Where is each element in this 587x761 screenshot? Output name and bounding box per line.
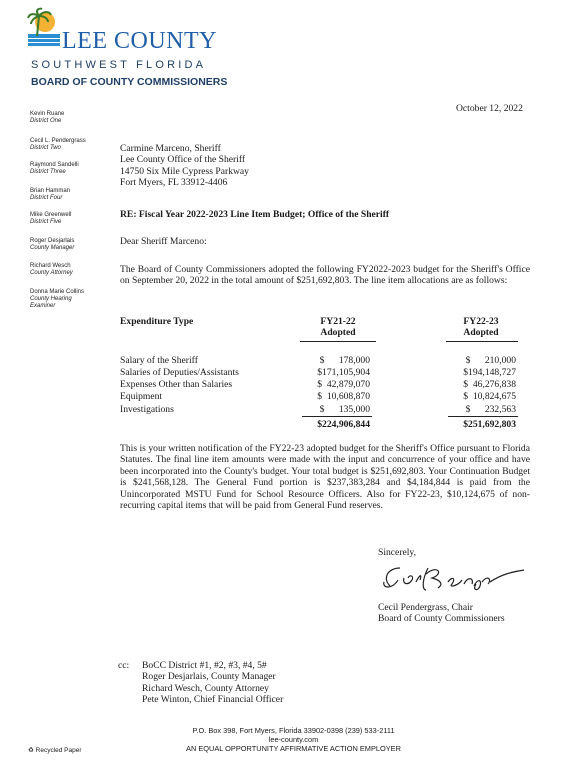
signer-block: Cecil Pendergrass, Chair Board of County Commissioners — [378, 602, 505, 625]
table-row-label: Investigations — [120, 404, 174, 415]
table-cell-fy21: $171,105,904 — [317, 367, 370, 378]
col-header-fy21: FY21-22 Adopted — [320, 316, 356, 339]
table-total-fy21: $224,906,844 — [317, 419, 370, 430]
table-row-label: Salary of the Sheriff — [120, 355, 198, 366]
recycled-paper-note: ♻ Recycled Paper — [28, 747, 82, 754]
table-cell-fy22: $ 10,824,675 — [463, 391, 516, 402]
notification-paragraph: This is your written notification of the FY22-23 adopted budget for the Sheriff's Office pursuant to Florida Statutes. The final line item amounts were made with the input and concurrence of your office and have been incorporated into the County's budget. Your total budget is $251,692,803. Your Continuation Budget is $241,568,128. The General Fund portion is $237,383,284 and $4,184,844 is paid from the Unincorporated MSTU Fund for School Resource Officers. Also for FY22-23, $10,124,675 of non-recurring capital items that will be paid from General Fund reserves. — [120, 443, 530, 512]
table-cell-fy21: $ 10,608,870 — [317, 391, 370, 402]
total-rule — [448, 416, 518, 417]
recipient-address: Carmine Marceno, Sheriff Lee County Office of the Sheriff 14750 Six Mile Cypress Parkway Fort Myers, FL 33912-4406 — [120, 143, 249, 189]
subject-line: RE: Fiscal Year 2022-2023 Line Item Budget; Office of the Sheriff — [120, 209, 390, 220]
table-row-label: Expenses Other than Salaries — [120, 379, 233, 390]
table-cell-fy21: $ 178,000 — [319, 355, 370, 366]
salutation: Dear Sheriff Marceno: — [120, 236, 207, 247]
header-rule — [300, 341, 376, 342]
table-row-label: Equipment — [120, 391, 163, 402]
sidebar-member: Richard Wesch County Attorney — [30, 263, 73, 276]
letter-date: October 12, 2022 — [456, 103, 523, 114]
org-board: BOARD OF COUNTY COMMISSIONERS — [31, 76, 228, 88]
col-header-type: Expenditure Type — [120, 316, 194, 327]
org-name: LEE COUNTY — [62, 28, 217, 54]
total-rule — [302, 416, 372, 417]
lee-county-logo — [24, 6, 62, 48]
sidebar-member: Brian Hamman District Four — [30, 188, 71, 201]
col-header-fy22: FY22-23 Adopted — [463, 316, 499, 339]
table-row-label: Salaries of Deputies/Assistants — [120, 367, 239, 378]
sidebar-member: Roger Desjarlais County Manager — [30, 238, 75, 251]
sidebar-member: Kevin Ruane District One — [30, 111, 65, 124]
table-cell-fy22: $ 210,000 — [465, 355, 516, 366]
recycle-icon: ♻ — [28, 747, 34, 754]
cc-label: cc: — [118, 660, 130, 671]
table-cell-fy22: $194,148,727 — [463, 367, 516, 378]
table-cell-fy22: $ 232,563 — [465, 404, 516, 415]
table-cell-fy22: $ 46,276,838 — [463, 379, 516, 390]
sidebar-member: Mike Greenwell District Five — [30, 212, 72, 225]
org-subtitle: SOUTHWEST FLORIDA — [31, 59, 207, 71]
header-rule — [446, 341, 518, 342]
table-total-fy22: $251,692,803 — [463, 419, 516, 430]
intro-paragraph: The Board of County Commissioners adopted the following FY2022-2023 budget for the Sheriff's Office on September 20, 2022 in the total amount of $251,692,803. The line item allocations are as follows: — [120, 264, 530, 287]
footer: P.O. Box 398, Fort Myers, Florida 33902-0398 (239) 533-2111 lee-county.com AN EQUAL OPPORTUNITY AFFIRMATIVE ACTION EMPLOYER — [186, 726, 401, 753]
sidebar-member: Donna Marie Collins County Hearing Examiner — [30, 289, 85, 309]
sidebar-member: Cecil L. Pendergrass District Two — [30, 138, 86, 151]
cc-list: cc: BoCC District #1, #2, #3, #4, 5# Roger Desjarlais, County Manager Richard Wesch, County Attorney Pete Winton, Chief Financial Officer — [118, 660, 284, 706]
signature-image — [378, 560, 528, 596]
sidebar-member: Raymond Sandelli District Three — [30, 162, 79, 175]
table-cell-fy21: $ 135,000 — [319, 404, 370, 415]
closing: Sincerely, — [378, 547, 417, 558]
table-cell-fy21: $ 42,879,070 — [317, 379, 370, 390]
